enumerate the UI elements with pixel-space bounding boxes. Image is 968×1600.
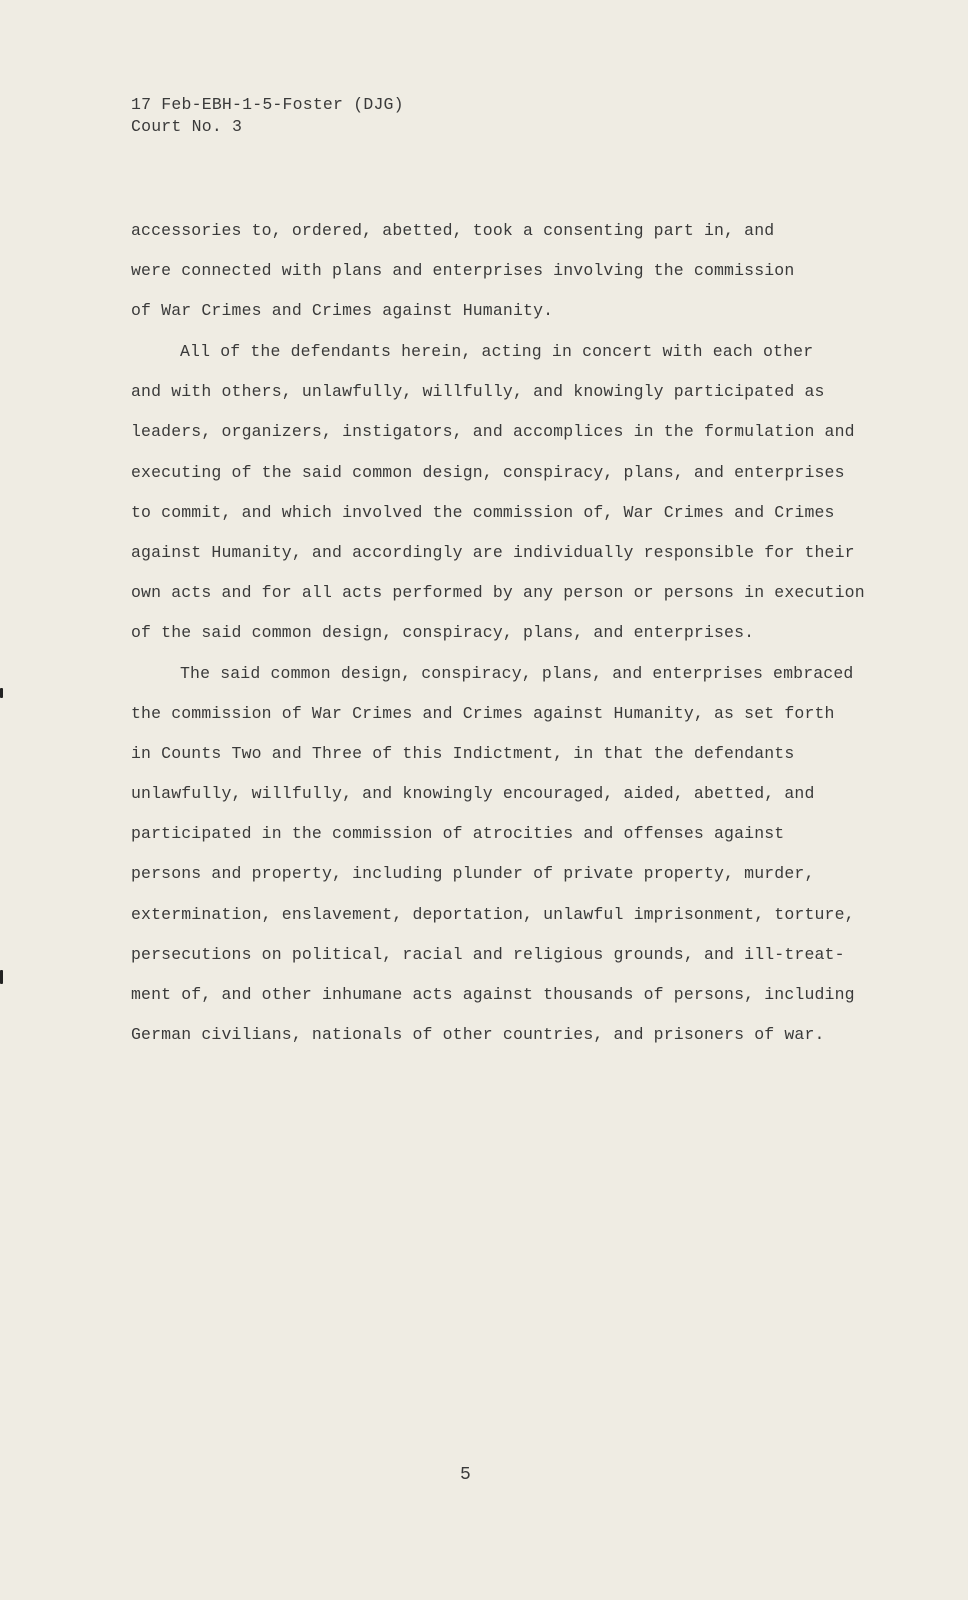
text-line: of War Crimes and Crimes against Humanity. bbox=[131, 301, 554, 320]
text-line: leaders, organizers, instigators, and accomplices in the formulation and bbox=[131, 422, 855, 441]
page-number: 5 bbox=[460, 1465, 471, 1485]
paragraph-start-line: The said common design, conspiracy, plans, and enterprises embraced bbox=[180, 664, 854, 683]
text-line: executing of the said common design, conspiracy, plans, and enterprises bbox=[131, 463, 845, 482]
text-line: to commit, and which involved the commission of, War Crimes and Crimes bbox=[131, 503, 835, 522]
scan-edge-mark bbox=[0, 970, 3, 984]
text-line: and with others, unlawfully, willfully, and knowingly participated as bbox=[131, 382, 825, 401]
text-line: accessories to, ordered, abetted, took a consenting part in, and bbox=[131, 221, 775, 240]
text-line: extermination, enslavement, deportation, unlawful imprisonment, torture, bbox=[131, 905, 855, 924]
text-line: German civilians, nationals of other countries, and prisoners of war. bbox=[131, 1025, 825, 1044]
text-line: in Counts Two and Three of this Indictment, in that the defendants bbox=[131, 744, 795, 763]
scan-edge-mark bbox=[0, 688, 3, 698]
text-line: the commission of War Crimes and Crimes against Humanity, as set forth bbox=[131, 704, 835, 723]
text-line: against Humanity, and accordingly are individually responsible for their bbox=[131, 543, 855, 562]
text-line: persecutions on political, racial and religious grounds, and ill-treat- bbox=[131, 945, 845, 964]
text-line: own acts and for all acts performed by any person or persons in execution bbox=[131, 583, 865, 602]
text-line: persons and property, including plunder of private property, murder, bbox=[131, 864, 815, 883]
document-header bbox=[131, 94, 404, 138]
paragraph-start-line: All of the defendants herein, acting in concert with each other bbox=[180, 342, 814, 361]
text-line: ment of, and other inhumane acts against thousands of persons, including bbox=[131, 985, 855, 1004]
header-reference: 17 Feb-EBH-1-5-Foster (DJG) bbox=[131, 95, 404, 114]
text-line: participated in the commission of atrocities and offenses against bbox=[131, 824, 785, 843]
text-line: unlawfully, willfully, and knowingly encouraged, aided, abetted, and bbox=[131, 784, 815, 803]
header-court: Court No. 3 bbox=[131, 117, 243, 136]
text-line: of the said common design, conspiracy, plans, and enterprises. bbox=[131, 623, 755, 642]
text-line: were connected with plans and enterprises involving the commission bbox=[131, 261, 795, 280]
